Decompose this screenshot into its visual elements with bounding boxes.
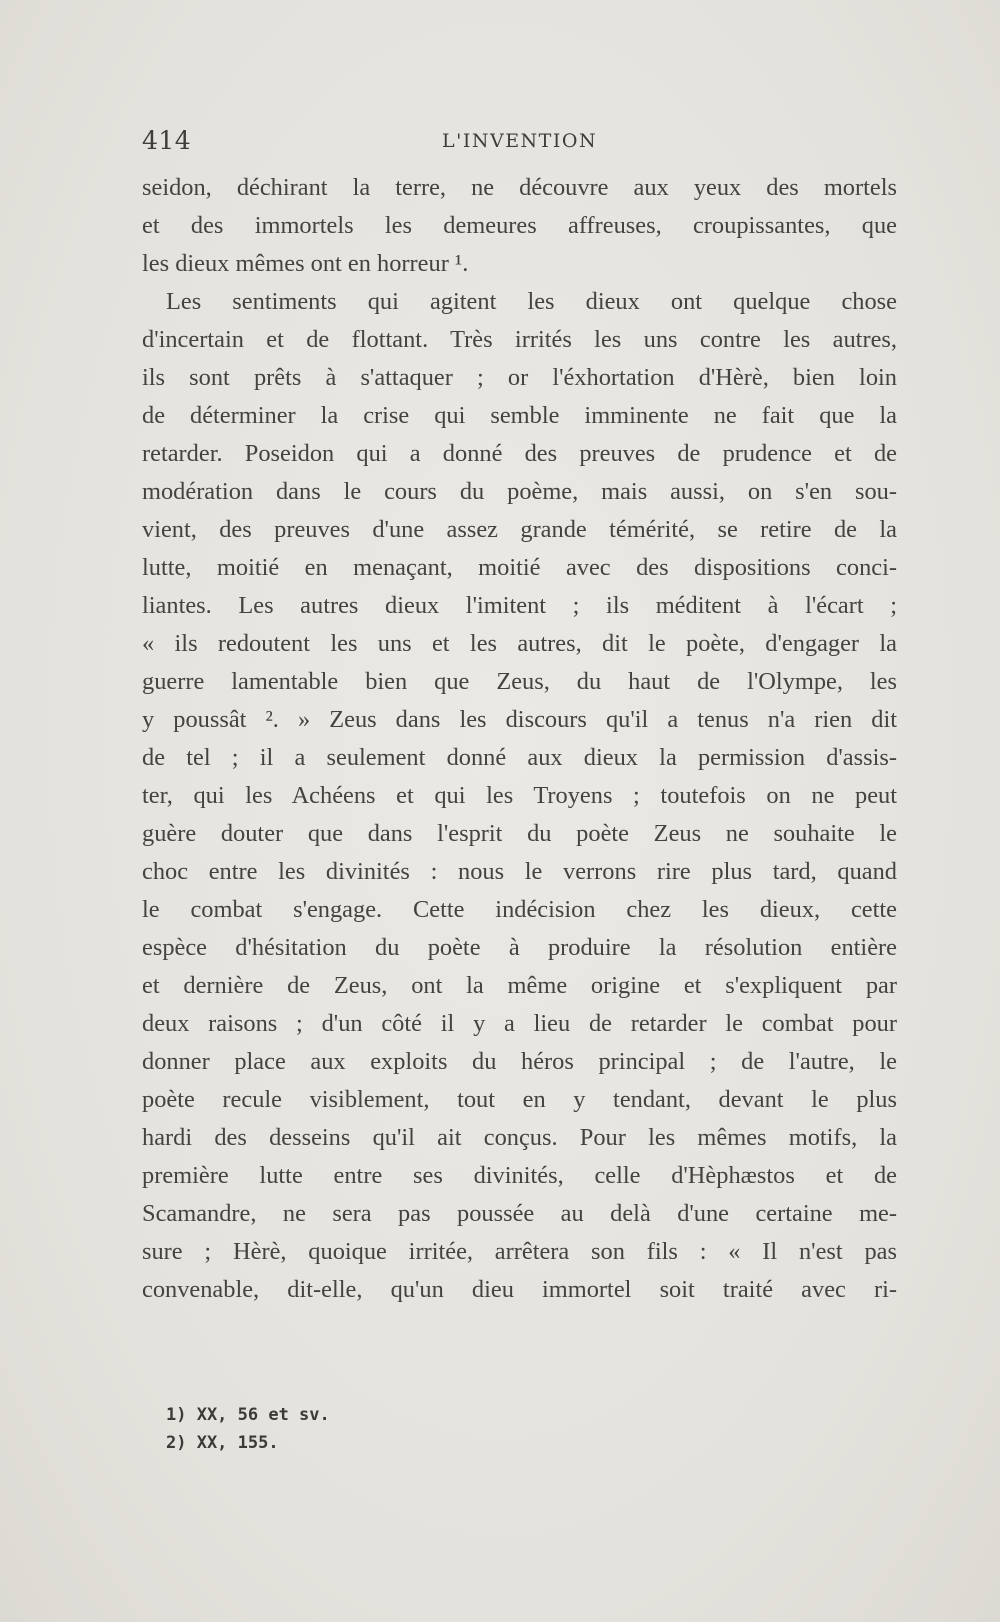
text-line: première lutte entre ses divinités, celle d'Hèphæstos et de bbox=[142, 1162, 897, 1189]
text-line: y poussât ². » Zeus dans les discours qu'il a tenus n'a rien dit bbox=[142, 706, 897, 733]
text-line: ter, qui les Achéens et qui les Troyens ; toutefois on ne peut bbox=[142, 782, 897, 809]
text-line: d'incertain et de flottant. Très irrités les uns contre les autres, bbox=[142, 326, 897, 353]
text-line: seidon, déchirant la terre, ne découvre aux yeux des mortels bbox=[142, 174, 897, 201]
text-line: choc entre les divinités : nous le verrons rire plus tard, quand bbox=[142, 858, 897, 885]
footnotes bbox=[166, 1401, 330, 1457]
footnote: 1) XX, 56 et sv. bbox=[166, 1405, 330, 1425]
text-line: vient, des preuves d'une assez grande témérité, se retire de la bbox=[142, 516, 897, 543]
text-line: de tel ; il a seulement donné aux dieux la permission d'assis- bbox=[142, 744, 897, 771]
text-line: guère douter que dans l'esprit du poète Zeus ne souhaite le bbox=[142, 820, 897, 847]
text-line: et dernière de Zeus, ont la même origine et s'expliquent par bbox=[142, 972, 897, 999]
text-line: retarder. Poseidon qui a donné des preuves de prudence et de bbox=[142, 440, 897, 467]
footnote: 2) XX, 155. bbox=[166, 1433, 279, 1453]
text-line: Les sentiments qui agitent les dieux ont quelque chose bbox=[166, 288, 897, 315]
running-title: L'INVENTION bbox=[442, 130, 598, 152]
text-line: poète recule visiblement, tout en y tendant, devant le plus bbox=[142, 1086, 897, 1113]
text-line: sure ; Hèrè, quoique irritée, arrêtera son fils : « Il n'est pas bbox=[142, 1238, 897, 1265]
text-line: deux raisons ; d'un côté il y a lieu de retarder le combat pour bbox=[142, 1010, 897, 1037]
page-number: 414 bbox=[142, 126, 192, 155]
text-line: donner place aux exploits du héros principal ; de l'autre, le bbox=[142, 1048, 897, 1075]
text-line: liantes. Les autres dieux l'imitent ; ils méditent à l'écart ; bbox=[142, 592, 897, 619]
text-line: hardi des desseins qu'il ait conçus. Pour les mêmes motifs, la bbox=[142, 1124, 897, 1151]
text-line: modération dans le cours du poème, mais aussi, on s'en sou- bbox=[142, 478, 897, 505]
body-text bbox=[142, 169, 897, 1309]
text-line: ils sont prêts à s'attaquer ; or l'éxhortation d'Hèrè, bien loin bbox=[142, 364, 897, 391]
text-line: le combat s'engage. Cette indécision chez les dieux, cette bbox=[142, 896, 897, 923]
text-line: et des immortels les demeures affreuses, croupissantes, que bbox=[142, 212, 897, 239]
text-line: convenable, dit-elle, qu'un dieu immortel soit traité avec ri- bbox=[142, 1276, 897, 1303]
running-head bbox=[142, 126, 897, 162]
text-line: lutte, moitié en menaçant, moitié avec des dispositions conci- bbox=[142, 554, 897, 581]
text-line: les dieux mêmes ont en horreur ¹. bbox=[142, 250, 469, 277]
text-line: guerre lamentable bien que Zeus, du haut de l'Olympe, les bbox=[142, 668, 897, 695]
text-line: de déterminer la crise qui semble imminente ne fait que la bbox=[142, 402, 897, 429]
text-line: espèce d'hésitation du poète à produire la résolution entière bbox=[142, 934, 897, 961]
text-line: Scamandre, ne sera pas poussée au delà d'une certaine me- bbox=[142, 1200, 897, 1227]
text-line: « ils redoutent les uns et les autres, dit le poète, d'engager la bbox=[142, 630, 897, 657]
